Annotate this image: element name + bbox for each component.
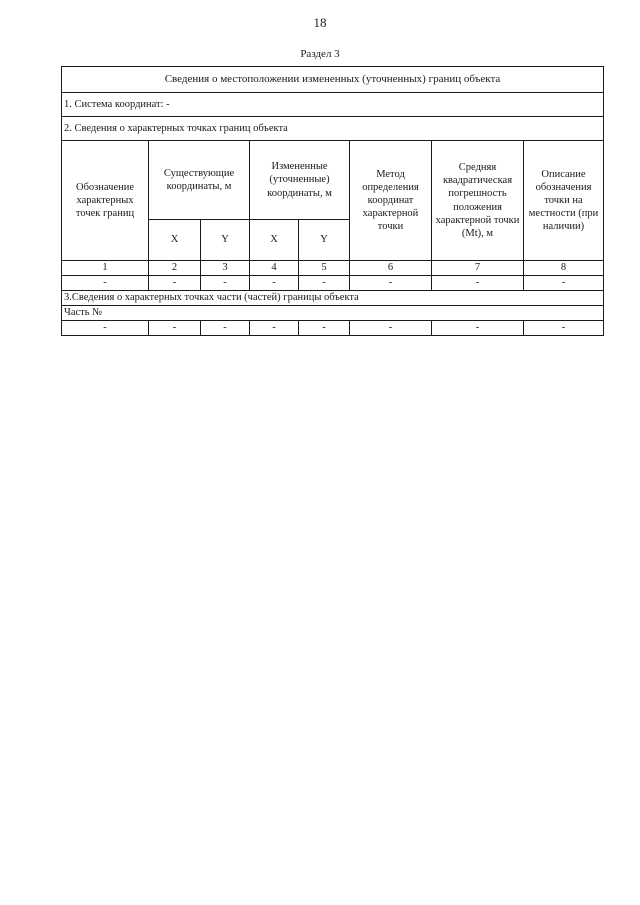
column-number: 6 (350, 261, 432, 276)
page-number: 18 (313, 15, 327, 30)
header-description: Описание обозначения точки на местности (при наличии) (524, 141, 604, 261)
column-number: 8 (524, 261, 604, 276)
table-cell: - (250, 321, 299, 336)
header-x-changed: X (250, 220, 299, 261)
header-changed-coords: Измененные (уточненные) координаты, м (250, 141, 350, 220)
table-cell: - (350, 276, 432, 291)
column-number: 7 (432, 261, 524, 276)
header-method: Метод определения координат характерной точки (350, 141, 432, 261)
header-mean-error: Средняя квадратическая погрешность положения характерной точки (Mt), м (432, 141, 524, 261)
column-number: 3 (201, 261, 250, 276)
table-cell: - (201, 321, 250, 336)
table-cell: - (350, 321, 432, 336)
parts-heading: 3.Сведения о характерных точках части (частей) границы объекта (62, 291, 604, 306)
table-cell: - (62, 276, 149, 291)
points-heading: 2. Сведения о характерных точках границ объекта (62, 117, 604, 141)
table-cell: - (524, 276, 604, 291)
table-row (62, 321, 604, 336)
table-cell: - (62, 321, 149, 336)
table-cell: - (149, 276, 201, 291)
column-number: 5 (299, 261, 350, 276)
part-label: Часть № (62, 306, 604, 321)
table-cell: - (524, 321, 604, 336)
boundary-table (61, 66, 604, 336)
column-number-row (62, 261, 604, 276)
header-existing-coords: Существующие координаты, м (149, 141, 250, 220)
column-number: 2 (149, 261, 201, 276)
table-cell: - (250, 276, 299, 291)
table-row (62, 276, 604, 291)
header-y-changed: Y (299, 220, 350, 261)
section-title: Раздел 3 (300, 48, 340, 60)
table-cell: - (299, 321, 350, 336)
table-cell: - (432, 276, 524, 291)
table-cell: - (149, 321, 201, 336)
table-cell: - (201, 276, 250, 291)
header-x-existing: X (149, 220, 201, 261)
table-cell: - (432, 321, 524, 336)
header-y-existing: Y (201, 220, 250, 261)
header-designation: Обозначение характерных точек границ (62, 141, 149, 261)
table-title: Сведения о местоположении измененных (уточненных) границ объекта (62, 67, 604, 93)
table-cell: - (299, 276, 350, 291)
coordinate-system: 1. Система координат: - (62, 93, 604, 117)
column-number: 4 (250, 261, 299, 276)
column-number: 1 (62, 261, 149, 276)
